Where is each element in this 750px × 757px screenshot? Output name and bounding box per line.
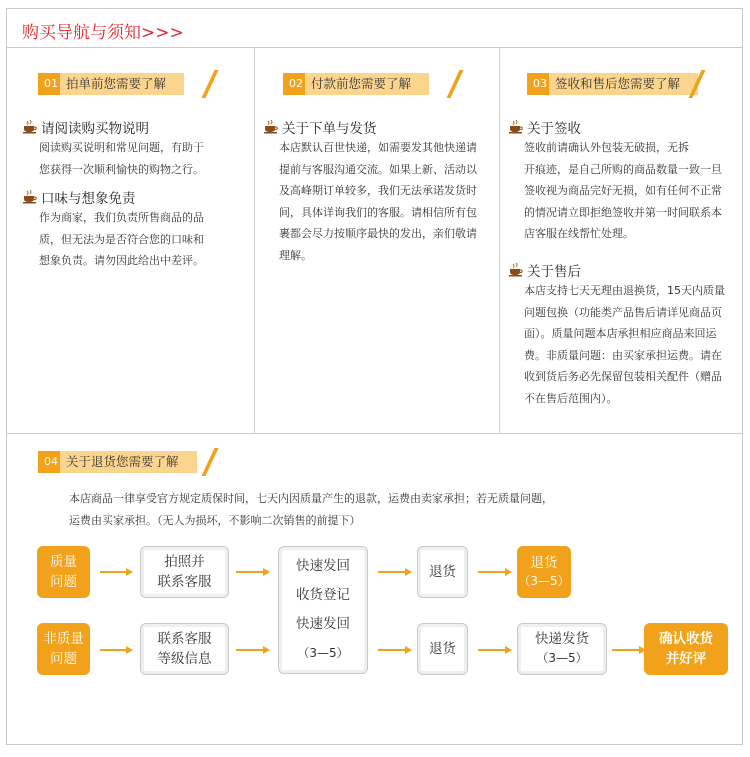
flow-label: （3—5） xyxy=(518,574,570,588)
page-title: 购买导航与须知>>> xyxy=(22,23,184,43)
section-heading xyxy=(22,187,136,207)
flow-label: 快递发货 xyxy=(535,631,589,647)
flow-arrow xyxy=(378,646,412,654)
flow-label: 确认收货 xyxy=(659,631,713,647)
text-line: 本店商品一律享受官方规定质保时间，七天内因质量产生的退款，运费由卖家承担；若无质量问题， xyxy=(69,492,553,505)
flow-arrow xyxy=(100,568,133,576)
flow-arrow xyxy=(236,646,270,654)
text-line: 面）。质量问题本店承担相应商品来回运 xyxy=(524,327,717,340)
tag-label: 签收和售后您需要了解 xyxy=(549,73,698,95)
text-line: 店客服在线帮忙处理。 xyxy=(524,227,634,240)
section-text xyxy=(524,280,725,409)
flow-non-quality-problem xyxy=(37,623,90,675)
text-line: 签收视为商品完好无损，如有任何不正常 xyxy=(524,184,722,197)
text-line: 签收前请确认外包装无破损，无拆 xyxy=(524,141,689,154)
text-line: 收到货后务必先保留包装相关配件（赠品 xyxy=(524,370,722,383)
text-line: 间，具体详询我们的客服。请相信所有包 xyxy=(279,205,477,219)
returns-text xyxy=(69,488,553,531)
flow-arrow xyxy=(236,568,270,576)
flow-label: 问题 xyxy=(50,574,77,590)
coffee-cup-icon xyxy=(263,120,279,134)
section-heading-text: 关于下单与发货 xyxy=(282,121,377,137)
flow-return-end xyxy=(517,546,571,598)
tag-number: 02 xyxy=(283,73,309,95)
flow-label: 并好评 xyxy=(665,651,707,667)
flow-label: 质量 xyxy=(50,554,77,570)
flow-arrow xyxy=(612,646,646,654)
flow-arrow xyxy=(478,568,512,576)
flow-label: 退货 xyxy=(429,564,456,580)
text-line: 本店支持七天无理由退换货，15天内质量 xyxy=(524,284,725,297)
text-line: 提前与客服沟通交流。如果上新、活动以 xyxy=(279,162,477,176)
section-heading xyxy=(508,260,581,280)
flow-return xyxy=(417,623,468,675)
flow-label: 退货 xyxy=(530,555,558,571)
text-line: 不在售后范围内）。 xyxy=(524,391,618,405)
flow-label: 等级信息 xyxy=(157,651,212,667)
section-text xyxy=(39,137,204,180)
text-line: 运费由买家承担。（无人为损坏，不影响二次销售的前提下） xyxy=(69,513,361,527)
text-line: 理解。 xyxy=(279,248,312,262)
text-line: 费。非质量问题：由买家承担运费。请在 xyxy=(524,348,722,362)
flow-label: 非质量 xyxy=(43,631,84,647)
flow-label: （3—5） xyxy=(297,646,349,660)
flow-label: 退货 xyxy=(429,641,456,657)
flow-label: 联系客服 xyxy=(157,631,212,647)
text-line: 及高峰期订单较多，我们无法承诺发货时 xyxy=(279,184,477,197)
section-heading xyxy=(22,117,149,137)
coffee-cup-icon xyxy=(22,120,38,134)
column-divider xyxy=(254,48,255,434)
section-heading-text: 请阅读购买物说明 xyxy=(41,121,149,137)
flow-label: 快速发回 xyxy=(296,558,350,574)
tag-label: 付款前您需要了解 xyxy=(305,73,429,95)
section-heading-text: 口味与想象免责 xyxy=(41,191,136,207)
flow-label: （3—5） xyxy=(536,651,588,665)
flow-contact-register xyxy=(140,623,229,675)
flow-label: 联系客服 xyxy=(157,574,212,590)
text-line: 的情况请立即拒绝签收并第一时间联系本 xyxy=(524,205,722,219)
column-divider xyxy=(499,48,500,434)
text-line: 裹都会尽力按顺序最快的发出，亲们敬请 xyxy=(279,227,477,240)
tag-number: 04 xyxy=(38,451,64,473)
flow-arrow xyxy=(100,646,133,654)
section-heading xyxy=(263,117,377,137)
tag-label: 关于退货您需要了解 xyxy=(60,451,197,473)
text-line: 本店默认百世快递，如需要发其他快递请 xyxy=(279,141,477,154)
flow-label: 问题 xyxy=(50,651,77,667)
coffee-cup-icon xyxy=(508,263,524,277)
section-divider xyxy=(6,433,743,434)
tag-number: 01 xyxy=(38,73,64,95)
section-heading-text: 关于售后 xyxy=(527,264,581,280)
flow-label: 快速发回 xyxy=(296,616,350,632)
section-heading-text: 关于签收 xyxy=(527,121,581,137)
coffee-cup-icon xyxy=(508,120,524,134)
text-line: 开痕迹，是自己所购的商品数量一致一旦 xyxy=(524,162,722,176)
text-line: 问题包换（功能类产品售后请详见商品页 xyxy=(524,305,722,319)
flow-photo-contact xyxy=(140,546,229,598)
tag-number: 03 xyxy=(527,73,553,95)
flow-return xyxy=(417,546,468,598)
section-text xyxy=(524,137,722,245)
text-line: 质，但无法为是否符合您的口味和 xyxy=(39,232,204,246)
text-line: 作为商家，我们负责所售商品的品 xyxy=(39,211,204,224)
flow-quality-problem xyxy=(37,546,90,598)
tag-label: 拍单前您需要了解 xyxy=(60,73,184,95)
text-line: 您获得一次顺利愉快的购物之行。 xyxy=(39,162,204,176)
section-heading xyxy=(508,117,581,137)
flow-arrow xyxy=(478,646,512,654)
section-text xyxy=(279,137,477,266)
flow-shared-return xyxy=(278,546,368,674)
flow-label: 拍照并 xyxy=(164,554,205,570)
flow-ship-back xyxy=(517,623,607,675)
flow-arrow xyxy=(378,568,412,576)
title-bar xyxy=(6,8,743,48)
section-text xyxy=(39,207,204,272)
flow-label: 收货登记 xyxy=(296,587,350,603)
text-line: 阅读购买说明和常见问题，有助于 xyxy=(39,141,204,154)
coffee-cup-icon xyxy=(22,190,38,204)
flow-confirm-review xyxy=(644,623,728,675)
text-line: 想象负责。请勿因此给出中差评。 xyxy=(39,254,204,267)
